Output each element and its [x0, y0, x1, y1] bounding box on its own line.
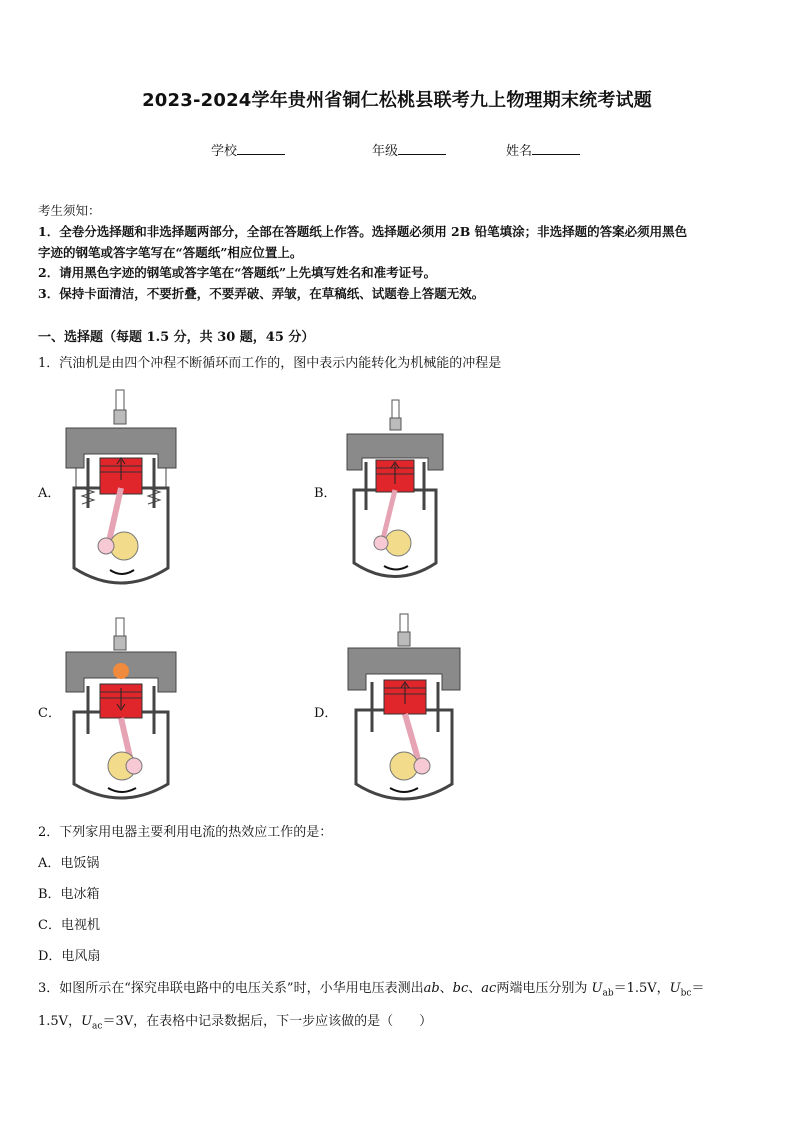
section-heading: 一、选择题（每题 1.5 分，共 30 题，45 分） — [38, 330, 315, 345]
q3-val-ac: ＝3V，在表格中记录数据后，下一步应该做的是（ ） — [102, 1014, 433, 1029]
q1-option-b-label[interactable]: B． — [314, 486, 337, 501]
q3-sub-ab: ab — [602, 988, 614, 999]
question-3-line-1 — [38, 977, 704, 999]
q3-sub-ac: ac — [92, 1021, 103, 1032]
q3-u-ac: U — [81, 1014, 93, 1029]
question-3-line-2 — [38, 1010, 432, 1032]
school-blank[interactable] — [237, 141, 285, 155]
q3-sub-bc: bc — [680, 988, 692, 999]
grade-blank[interactable] — [398, 141, 446, 155]
q3-u-ab: U — [591, 981, 603, 996]
page-title: 2023-2024学年贵州省铜仁松桃县联考九上物理期末统考试题 — [142, 90, 652, 111]
q2-option-b[interactable]: B．电冰箱 — [38, 887, 100, 902]
school-field — [211, 140, 285, 159]
notice-heading: 考生须知： — [38, 203, 101, 218]
q3-var-ab: ab — [423, 981, 440, 996]
school-label: 学校 — [211, 144, 238, 159]
grade-field — [372, 140, 446, 159]
engine-figure-d — [344, 612, 464, 810]
q2-option-d[interactable]: D．电风扇 — [38, 949, 101, 964]
engine-figure-b — [344, 398, 446, 586]
q2-option-a[interactable]: A．电饭锅 — [38, 856, 100, 871]
notice-line-2: 2．请用黑色字迹的钢笔或答字笔在“答题纸”上先填写姓名和准考证号。 — [38, 265, 437, 280]
q3-val-bc: 1.5V， — [38, 1014, 82, 1029]
q1-option-a-label[interactable]: A． — [38, 486, 61, 501]
q3-text-pre: 3．如图所示在“探究串联电路中的电压关系”时，小华用电压表测出 — [38, 981, 424, 996]
q1-option-c-label[interactable]: C． — [38, 706, 61, 721]
question-2-stem: 2．下列家用电器主要利用电流的热效应工作的是： — [38, 825, 333, 840]
notice-line-3: 3．保持卡面清洁，不要折叠，不要弄破、弄皱，在草稿纸、试题卷上答题无效。 — [38, 286, 485, 301]
q3-u-bc: U — [669, 981, 681, 996]
q3-var-ac: ac — [481, 981, 497, 996]
q3-text-mid: 两端电压分别为 — [496, 981, 588, 996]
q3-val-ab: ＝1.5V， — [613, 981, 670, 996]
q2-option-c[interactable]: C．电视机 — [38, 918, 100, 933]
notice-line-1a: 1．全卷分选择题和非选择题两部分，全部在答题纸上作答。选择题必须用 2B 铅笔填涂；非选择题的答案必须用黑色 — [38, 224, 688, 239]
question-1-stem: 1．汽油机是由四个冲程不断循环而工作的，图中表示内能转化为机械能的冲程是 — [38, 356, 502, 371]
engine-figure-a — [62, 388, 180, 593]
name-label: 姓名 — [506, 144, 533, 159]
q3-sep-1: 、 — [439, 981, 453, 996]
q1-option-d-label[interactable]: D． — [314, 706, 338, 721]
grade-label: 年级 — [372, 144, 399, 159]
engine-figure-c — [62, 616, 180, 808]
name-blank[interactable] — [532, 141, 580, 155]
q3-var-bc: bc — [452, 981, 469, 996]
q3-sep-2: 、 — [468, 981, 482, 996]
name-field — [506, 140, 580, 159]
q3-eq: ＝ — [691, 981, 705, 996]
notice-line-1b: 字迹的钢笔或答字笔写在“答题纸”相应位置上。 — [38, 245, 303, 260]
